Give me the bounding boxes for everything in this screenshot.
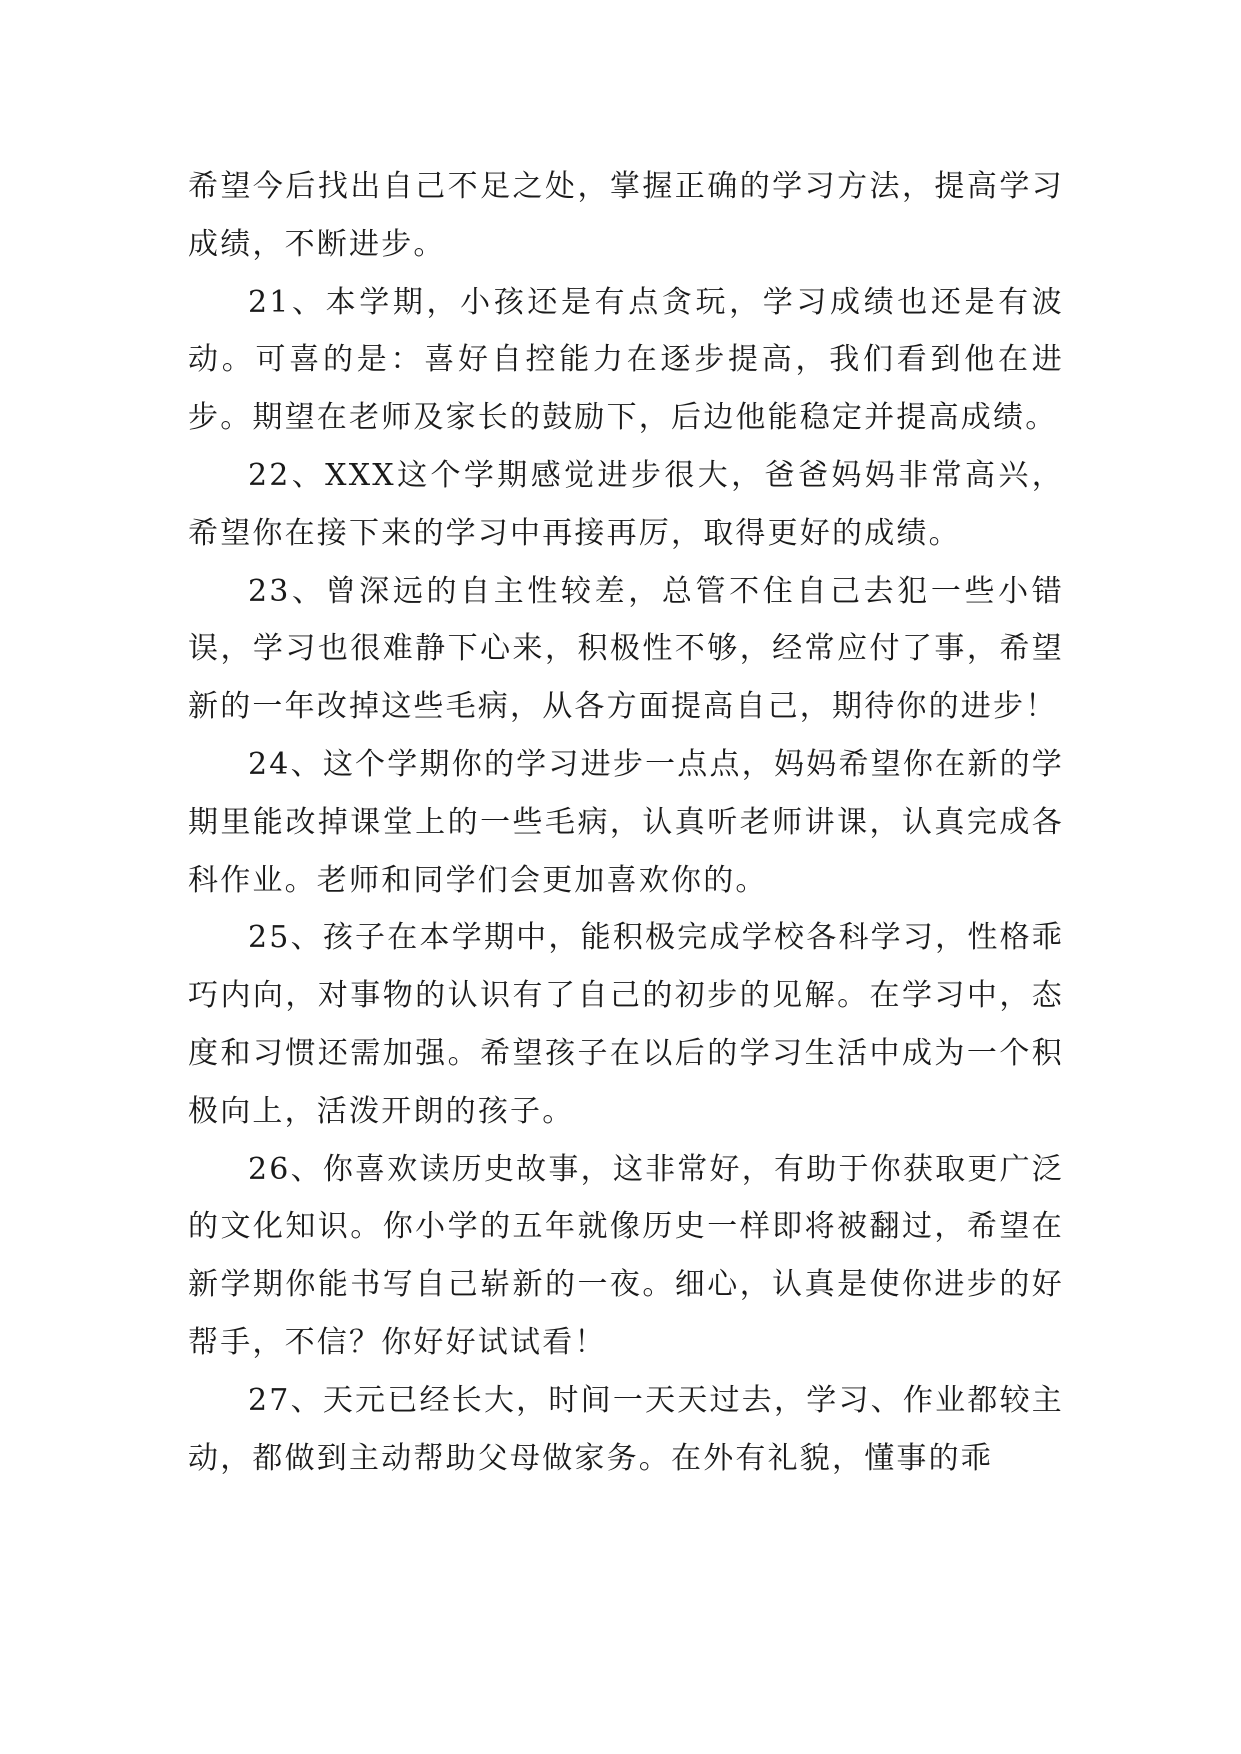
- paragraph-23: 23、曾深远的自主性较差，总管不住自己去犯一些小错误，学习也很难静下心来，积极性不够，经常应付了事，希望新的一年改掉这些毛病，从各方面提高自己，期待你的进步！: [188, 573, 1064, 725]
- paragraph-27: 27、天元已经长大，时间一天天过去，学习、作业都较主动，都做到主动帮助父母做家务。在外有礼貌，懂事的乖: [188, 1382, 1064, 1476]
- document-body: [188, 158, 1064, 1487]
- paragraph-22: 22、XXX这个学期感觉进步很大，爸爸妈妈非常高兴，希望你在接下来的学习中再接再厉，取得更好的成绩。: [188, 457, 1064, 551]
- paragraph-24: 24、这个学期你的学习进步一点点，妈妈希望你在新的学期里能改掉课堂上的一些毛病，认真听老师讲课，认真完成各科作业。老师和同学们会更加喜欢你的。: [188, 746, 1064, 898]
- paragraph-26: 26、你喜欢读历史故事，这非常好，有助于你获取更广泛的文化知识。你小学的五年就像历史一样即将被翻过，希望在新学期你能书写自己崭新的一夜。细心，认真是使你进步的好帮手，不信？你好好试试看！: [188, 1151, 1064, 1360]
- paragraph-21: 21、本学期，小孩还是有点贪玩，学习成绩也还是有波动。可喜的是：喜好自控能力在逐步提高，我们看到他在进步。期望在老师及家长的鼓励下，后边他能稳定并提高成绩。: [188, 284, 1064, 436]
- paragraph-25: 25、孩子在本学期中，能积极完成学校各科学习，性格乖巧内向，对事物的认识有了自己的初步的见解。在学习中，态度和习惯还需加强。希望孩子在以后的学习生活中成为一个积极向上，活泼开朗的孩子。: [188, 920, 1064, 1129]
- paragraph-continuation: 希望今后找出自己不足之处，掌握正确的学习方法，提高学习成绩，不断进步。: [188, 169, 1064, 262]
